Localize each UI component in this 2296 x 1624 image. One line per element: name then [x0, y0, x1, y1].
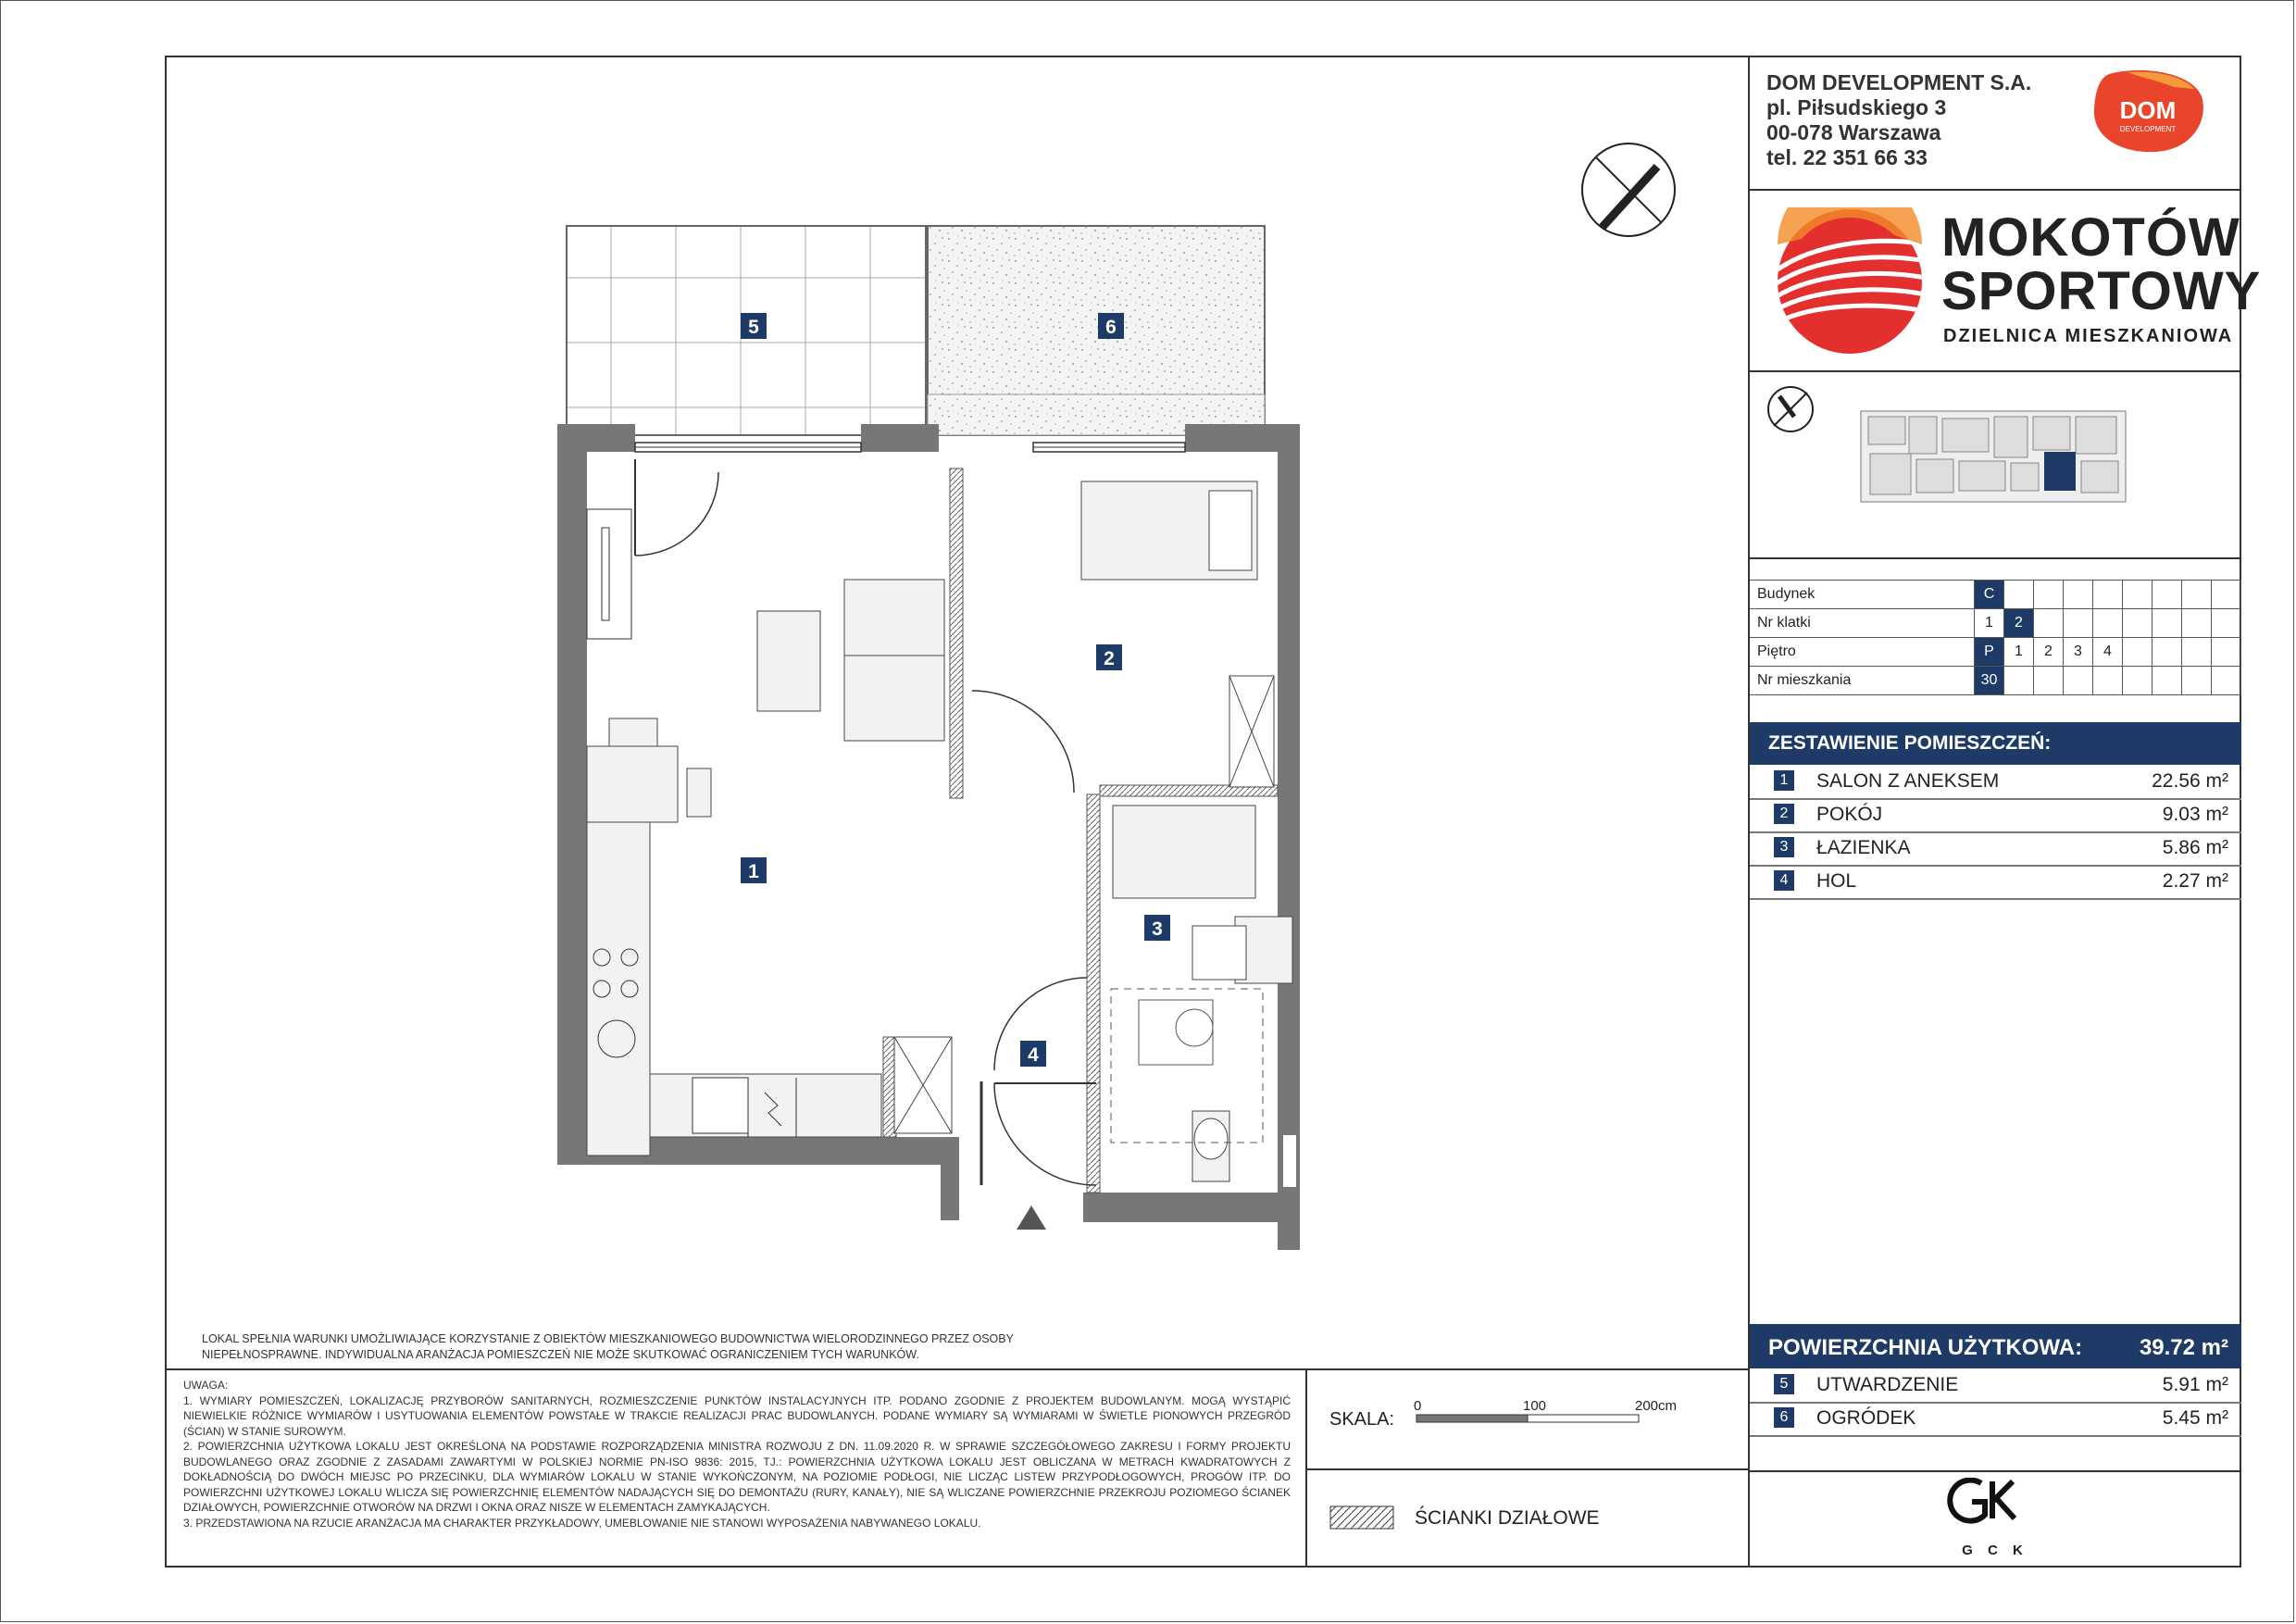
info-cell [2123, 609, 2152, 638]
project-title [1941, 207, 2262, 321]
notes-title: UWAGA: [183, 1379, 229, 1392]
info-cell: 4 [2093, 638, 2123, 667]
info-cell: 1 [1975, 609, 2004, 638]
row-name: ŁAZIENKA [1816, 837, 1911, 858]
info-cell [2123, 581, 2152, 609]
gck-letters: G C K [1962, 1543, 2028, 1558]
info-cell [2064, 581, 2093, 609]
tag-6: 6 [1105, 317, 1117, 338]
info-cell: 2 [2034, 638, 2064, 667]
info-cell [2212, 609, 2241, 638]
note-item: 1. WYMIARY POMIESZCZEŃ, LOKALIZACJĘ PRZYBORÓW SANITARNYCH, ROZMIESZCZENIE PUNKTÓW INSTALACYJNYCH ITP. PODANO ZGODNIE Z PROJEKTEM BUDOWLANYM. MOGĄ WYSTĄPIĆ NIEWIELKIE RÓŻNICE WYMIARÓW I USYTUOWANIA ELEMENTÓW POWSTAŁE W TRAKCIE REALIZACJI PRAC BUDOWLANYCH. PODANE WYMIARY SĄ WYMIARAMI W ŚWIETLE PIONOWYCH PRZEGRÓD (ŚCIAN) W STANIE SUROWYM. [183, 1393, 1291, 1438]
project-subtitle: DZIELNICA MIESZKANIOWA [1943, 326, 2234, 346]
info-cell [2182, 667, 2212, 695]
row-area: 9.03 m² [2162, 804, 2228, 825]
info-cell [2152, 667, 2182, 695]
room-row [1750, 798, 2241, 833]
logo-dom-text: DOM [2119, 96, 2177, 124]
scale-tick-200: 200cm [1635, 1398, 1678, 1414]
gck-logo-icon [1944, 1478, 2046, 1535]
rooms-header: ZESTAWIENIE POMIESZCZEŃ: [1768, 732, 2052, 754]
usable-area-value: 39.72 m² [2139, 1335, 2228, 1360]
usable-area-bar [1750, 1324, 2241, 1368]
tag-1: 1 [748, 861, 759, 882]
info-cell: 1 [2004, 638, 2034, 667]
tag-3: 3 [1152, 918, 1163, 940]
tag-2: 2 [1104, 648, 1115, 669]
info-cell [2212, 667, 2241, 695]
info-cell [2182, 581, 2212, 609]
divider [1748, 1470, 2241, 1472]
info-cell: 30 [1975, 667, 2004, 695]
apartment-info-table [1750, 580, 2241, 695]
company-phone: tel. 22 351 66 33 [1766, 145, 1928, 169]
divider [1748, 557, 2241, 559]
info-cell [2004, 581, 2034, 609]
info-cell [2034, 581, 2064, 609]
row-number: 3 [1774, 837, 1794, 857]
mokotow-sportowy-logo-icon [1774, 207, 1926, 356]
info-label: Budynek [1750, 581, 1975, 609]
room-row [1750, 865, 2241, 900]
info-cell [2064, 609, 2093, 638]
info-cell [2152, 581, 2182, 609]
row-area: 2.27 m² [2162, 870, 2228, 892]
divider [1748, 189, 2241, 191]
tag-4: 4 [1028, 1044, 1039, 1066]
info-cell [2034, 609, 2064, 638]
info-cell [2093, 609, 2123, 638]
room-row [1750, 831, 2241, 867]
extra-row [1750, 1402, 2241, 1437]
north-arrow-icon [1578, 139, 1679, 241]
row-name: OGRÓDEK [1816, 1407, 1916, 1429]
row-number: 5 [1774, 1374, 1794, 1394]
usable-area-label: POWIERZCHNIA UŻYTKOWA: [1768, 1335, 2083, 1360]
row-area: 5.91 m² [2162, 1374, 2228, 1395]
row-name: SALON Z ANEKSEM [1816, 770, 2000, 792]
info-label: Nr klatki [1750, 609, 1975, 638]
info-cell [2212, 638, 2241, 667]
scale-tick-0: 0 [1414, 1398, 1422, 1414]
floor-plan [546, 213, 1352, 1250]
key-plan-compass-icon [1766, 385, 1815, 433]
info-cell: C [1975, 581, 2004, 609]
hatch-legend-icon [1329, 1505, 1394, 1530]
scale-label: SKALA: [1329, 1409, 1395, 1430]
notes [183, 1378, 1291, 1530]
info-cell [2212, 581, 2241, 609]
rooms-header-bar [1750, 722, 2241, 765]
row-area: 5.86 m² [2162, 837, 2228, 858]
accessibility-note: LOKAL SPEŁNIA WARUNKI UMOŻLIWIAJĄCE KORZYSTANIE Z OBIEKTÓW MIESZKANIOWEGO BUDOWNICTWA WIELORODZINNEGO PRZEZ OSOBY NIEPEŁNOSPRAWNE. INDYWIDUALNA ARANŻACJA POMIESZCZEŃ NIE MOŻE SKUTKOWAĆ OGRANICZENIEM TYCH WARUNKÓW. [202, 1332, 1014, 1361]
project-title-line1: MOKOTÓW [1941, 207, 2240, 268]
company-address [1766, 70, 2031, 170]
info-cell [2093, 581, 2123, 609]
row-number: 6 [1774, 1407, 1794, 1428]
info-cell [2182, 638, 2212, 667]
row-name: HOL [1816, 870, 1857, 892]
info-cell [2182, 609, 2212, 638]
row-number: 1 [1774, 770, 1794, 791]
info-cell [2093, 667, 2123, 695]
tag-5: 5 [748, 317, 759, 338]
legend-partition-walls: ŚCIANKI DZIAŁOWE [1415, 1507, 1600, 1529]
row-name: POKÓJ [1816, 804, 1883, 825]
row-number: 4 [1774, 870, 1794, 891]
row-area: 5.45 m² [2162, 1407, 2228, 1429]
logo-development-text: DEVELOPMENT [2119, 125, 2177, 133]
info-label: Piętro [1750, 638, 1975, 667]
info-cell: 2 [2004, 609, 2034, 638]
divider [1748, 370, 2241, 372]
info-cell [2034, 667, 2064, 695]
company-city: 00-078 Warszawa [1766, 120, 1941, 144]
row-name: UTWARDZENIE [1816, 1374, 1959, 1395]
company-street: pl. Piłsudskiego 3 [1766, 95, 1947, 119]
divider [165, 1368, 1750, 1370]
row-number: 2 [1774, 804, 1794, 824]
extra-row [1750, 1368, 2241, 1404]
info-cell [2152, 638, 2182, 667]
info-cell [2064, 667, 2093, 695]
info-cell [2152, 609, 2182, 638]
project-title-line2: SPORTOWY [1941, 261, 2262, 321]
note-item: 3. PRZEDSTAWIONA NA RZUCIE ARANŻACJA MA CHARAKTER PRZYKŁADOWY, UMEBLOWANIE NIE STANOWI WYPOSAŻENIA NABYWANEGO LOKALU. [183, 1516, 981, 1530]
dom-development-logo [2090, 69, 2207, 154]
room-row [1750, 765, 2241, 800]
info-cell: P [1975, 638, 2004, 667]
info-cell [2004, 667, 2034, 695]
row-area: 22.56 m² [2152, 770, 2228, 792]
note-item: 2. POWIERZCHNIA UŻYTKOWA LOKALU JEST OKREŚLONA NA PODSTAWIE ROZPORZĄDZENIA MINISTRA ROZWOJU Z DN. 11.09.2020 R. W SPRAWIE SZCZEGÓŁOWEGO ZAKRESU I FORMY PROJEKTU BUDOWLANEGO ORAZ ZGODNIE Z ZASADAMI ZAWARTYMI W POLSKIEJ NORMIE PN-ISO 9836: 2015, TJ.: POWIERZCHNIA UŻYTKOWA LOKALU JEST OBLICZANA W METRACH KWADRATOWYCH Z DOKŁADNOŚCIĄ DO DWÓCH MIEJSC PO PRZECINKU, DLA WYMIARÓW LOKALU W STANIE WYKOŃCZONYM, NA POZIOMIE PODŁOGI, NIE LICZĄC LISTEW PRZYPODŁOGOWYCH, PROGÓW ITP. DO POWIERZCHNI UŻYTKOWEJ LOKALU WLICZA SIĘ POWIERZCHNIĘ ELEMENTÓW NADAJĄCYCH SIĘ DO DEMONTAŻU (RURY, KANAŁY), NIE SĄ WLICZANE POWIERZCHNIE PRZEKROJU POZIOMEGO ŚCIANEK DZIAŁOWYCH, POWIERZCHNIE OTWORÓW NA DRZWI I OKNA ORAZ NISZE W ELEMENTACH ZAMYKAJĄCYCH. [183, 1440, 1291, 1514]
key-plan-building-icon [1859, 407, 2128, 506]
info-cell [2123, 638, 2152, 667]
scale-tick-100: 100 [1523, 1398, 1547, 1414]
info-cell: 3 [2064, 638, 2093, 667]
info-cell [2123, 667, 2152, 695]
info-label: Nr mieszkania [1750, 667, 1975, 695]
company-name: DOM DEVELOPMENT S.A. [1766, 70, 2032, 94]
divider [1305, 1468, 1750, 1470]
